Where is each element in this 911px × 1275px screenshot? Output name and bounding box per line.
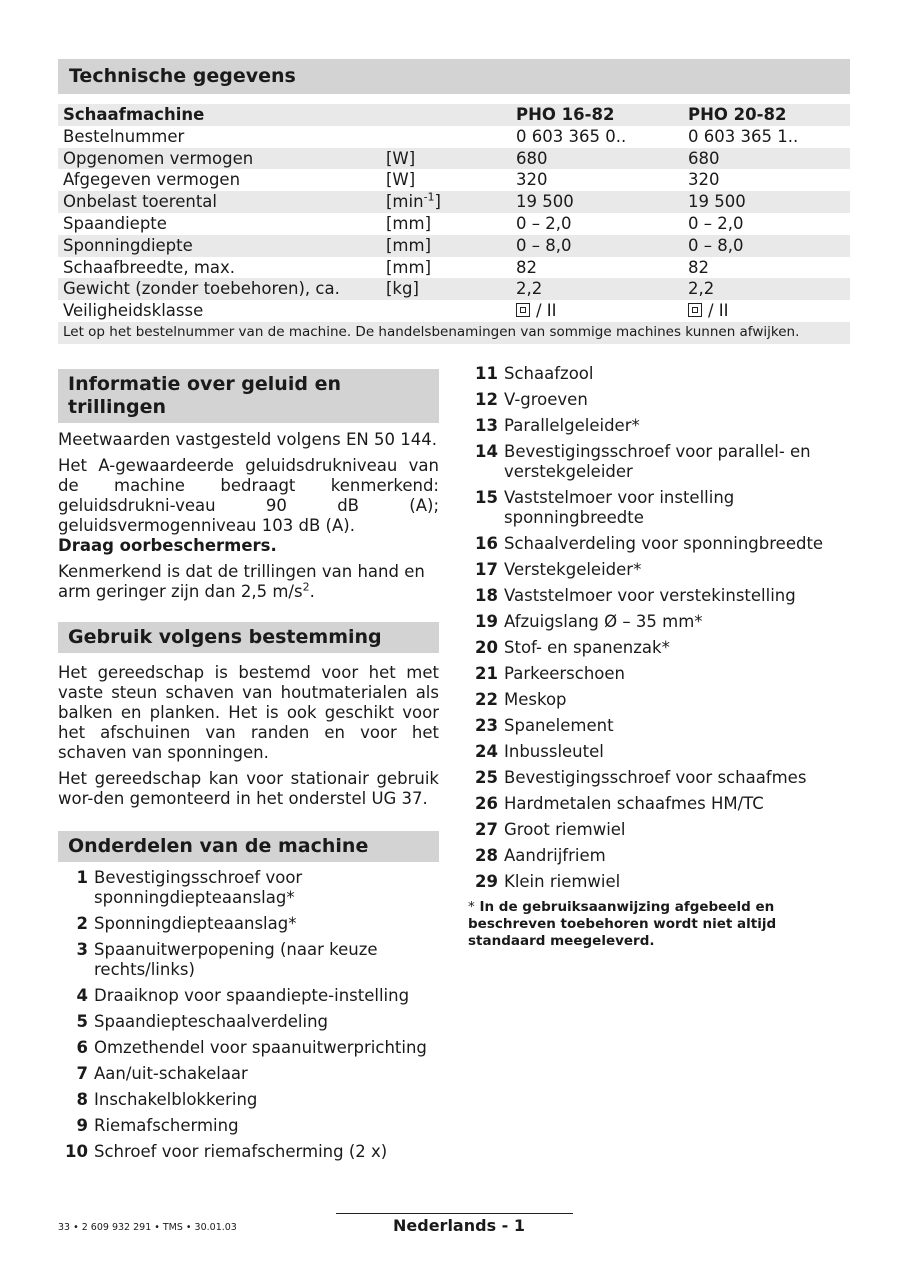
list-item: 1 Bevestigingsschroef voor sponningdiepteaanslag*	[76, 868, 303, 907]
section-title: Gebruik volgens bestemming	[68, 626, 382, 648]
noise-warning: Draag oorbeschermers.	[58, 536, 277, 555]
spec-unit	[381, 300, 511, 322]
list-item: 4 Draaiknop voor spaandiepte-instelling	[76, 986, 410, 1005]
spec-row	[58, 300, 850, 322]
spec-row	[58, 213, 850, 235]
section-header-onderdelen	[58, 831, 439, 862]
spec-label: Opgenomen vermogen	[58, 148, 381, 170]
list-item: 25 Bevestigingsschroef voor schaafmes	[475, 768, 807, 787]
left-column	[58, 369, 439, 1162]
list-item: 22 Meskop	[475, 690, 567, 709]
list-item: 23 Spanelement	[475, 716, 614, 735]
usage-paragraph-1: Het gereedschap is bestemd voor het met vaste steun schaven van houtmaterialen als balken en planken. Het is ook geschikt voor het afschuinen van randen en voor het schaven van sponningen.	[58, 663, 439, 762]
list-item: 19 Afzuigslang Ø – 35 mm*	[475, 612, 703, 631]
spec-label: Onbelast toerental	[58, 191, 381, 213]
spec-row	[58, 126, 850, 148]
list-item: 5 Spaandiepteschaalverdeling	[76, 1012, 328, 1031]
list-item: 24 Inbussleutel	[475, 742, 604, 761]
spec-value-1: 680	[511, 148, 683, 170]
list-item: 27 Groot riemwiel	[475, 820, 626, 839]
spec-header-model1: PHO 16-82	[511, 104, 683, 126]
noise-paragraph-3: Kenmerkend is dat de trillingen van hand en arm geringer zijn dan 2,5 $m/s^2$.	[58, 562, 425, 601]
spec-header-row	[58, 104, 850, 126]
usage-paragraph-2: Het gereedschap kan voor stationair gebruik wor-den gemonteerd in het onderstel UG 37.	[58, 769, 439, 808]
noise-paragraph-2: Het A-gewaardeerde geluidsdrukniveau van de machine bedraagt kenmerkend: geluidsdrukni-veau 90 dB (A); geluidsvermogenniveau 103 dB (A).	[58, 456, 439, 535]
spec-value-2: 0 – 2,0	[688, 213, 744, 233]
spec-value-2: 0 – 8,0	[683, 235, 850, 257]
spec-unit: [W]	[381, 148, 511, 170]
list-item: 14 Bevestigingsschroef voor parallel- en verstekgeleider	[475, 442, 811, 481]
spec-value-1: 2,2	[511, 278, 683, 300]
list-item: 11 Schaafzool	[475, 364, 594, 383]
list-item: 10 Schroef voor riemafscherming (2 x)	[65, 1142, 388, 1161]
spec-unit: [mm]	[381, 235, 511, 257]
spec-unit: [kg]	[381, 278, 511, 300]
protection-class-icon	[516, 303, 530, 317]
list-item: 3 Spaanuitwerpopening (naar keuze rechts/links)	[76, 940, 378, 979]
spec-row	[58, 257, 850, 279]
list-item: 17 Verstekgeleider*	[475, 560, 642, 579]
list-item: 6 Omzethendel voor spaanuitwerprichting	[76, 1038, 427, 1057]
spec-value-2: 0 603 365 1..	[688, 126, 799, 146]
list-item: 13 Parallelgeleider*	[475, 416, 640, 435]
spec-header-model2: PHO 20-82	[683, 104, 850, 126]
footer-doc-code: 33 • 2 609 932 291 • TMS • 30.01.03	[58, 1222, 237, 1233]
spec-unit: $[\min^{-1}]$	[381, 191, 511, 213]
spec-value-2: / II	[683, 300, 850, 322]
spec-row	[58, 148, 850, 170]
parts-list-left	[58, 868, 439, 1162]
section-title: Informatie over geluid en trillingen	[68, 373, 341, 418]
list-item: 18 Vaststelmoer voor verstekinstelling	[475, 586, 796, 605]
spec-label: Gewicht (zonder toebehoren), ca.	[58, 278, 381, 300]
spec-unit	[381, 126, 511, 148]
spec-value-2: 82	[688, 257, 709, 277]
section-title: Technische gegevens	[69, 65, 296, 87]
spec-value-2: 2,2	[683, 278, 850, 300]
spec-value-2: 320	[688, 170, 720, 190]
spec-value-2: 680	[683, 148, 850, 170]
parts-footnote: * In de gebruiksaanwijzing afgebeeld en beschreven toebehoren wordt niet altijd standaard meegeleverd.	[468, 899, 777, 949]
list-item: 15 Vaststelmoer voor instelling sponningbreedte	[475, 488, 735, 527]
spec-row	[58, 169, 850, 191]
spec-value-1: 0 603 365 0..	[516, 126, 627, 146]
spec-table	[58, 104, 850, 344]
parts-list-right	[468, 364, 848, 892]
spec-value-1: 19 500	[511, 191, 683, 213]
list-item: 12 V-groeven	[475, 390, 588, 409]
section-title: Onderdelen van de machine	[68, 835, 369, 857]
spec-value-1: 0 – 2,0	[516, 213, 572, 233]
section-header-geluid	[58, 369, 439, 423]
spec-label: Afgegeven vermogen	[63, 170, 241, 190]
spec-unit: [mm]	[386, 213, 432, 233]
spec-note: Let op het bestelnummer van de machine. De handelsbenamingen van sommige machines kunnen afwijken.	[58, 322, 850, 344]
spec-label: Spaandiepte	[63, 213, 167, 233]
footer-divider	[336, 1213, 573, 1214]
spec-note-row	[58, 322, 850, 344]
section-header-technische-gegevens	[58, 59, 850, 94]
list-item: 8 Inschakelblokkering	[76, 1090, 258, 1109]
spec-label: Schaafbreedte, max.	[63, 257, 236, 277]
section-header-gebruik	[58, 622, 439, 653]
spec-unit: [W]	[386, 170, 416, 190]
protection-class-icon	[688, 303, 702, 317]
list-item: 2 Sponningdiepteaanslag*	[76, 914, 297, 933]
spec-value-1: 0 – 8,0	[511, 235, 683, 257]
spec-label: Sponningdiepte	[58, 235, 381, 257]
spec-value-1: 82	[516, 257, 537, 277]
list-item: 7 Aan/uit-schakelaar	[76, 1064, 248, 1083]
spec-value-1: 320	[516, 170, 548, 190]
noise-paragraph-1: Meetwaarden vastgesteld volgens EN 50 144.	[58, 430, 437, 449]
list-item: 21 Parkeerschoen	[475, 664, 625, 683]
spec-unit: [mm]	[386, 257, 432, 277]
footer-page-label: Nederlands - 1	[393, 1216, 525, 1235]
list-item: 26 Hardmetalen schaafmes HM/TC	[475, 794, 764, 813]
spec-label: Bestelnummer	[63, 126, 185, 146]
spec-label: Veiligheidsklasse	[63, 301, 204, 321]
list-item: 20 Stof- en spanenzak*	[475, 638, 670, 657]
spec-row	[58, 278, 850, 300]
spec-row	[58, 235, 850, 257]
list-item: 16 Schaalverdeling voor sponningbreedte	[475, 534, 824, 553]
spec-value-2: 19 500	[683, 191, 850, 213]
list-item: 9 Riemafscherming	[76, 1116, 239, 1135]
list-item: 28 Aandrijfriem	[475, 846, 606, 865]
spec-row	[58, 191, 850, 213]
spec-value-1: / II	[511, 300, 683, 322]
list-item: 29 Klein riemwiel	[475, 872, 621, 891]
spec-header-label: Schaafmachine	[58, 104, 381, 126]
